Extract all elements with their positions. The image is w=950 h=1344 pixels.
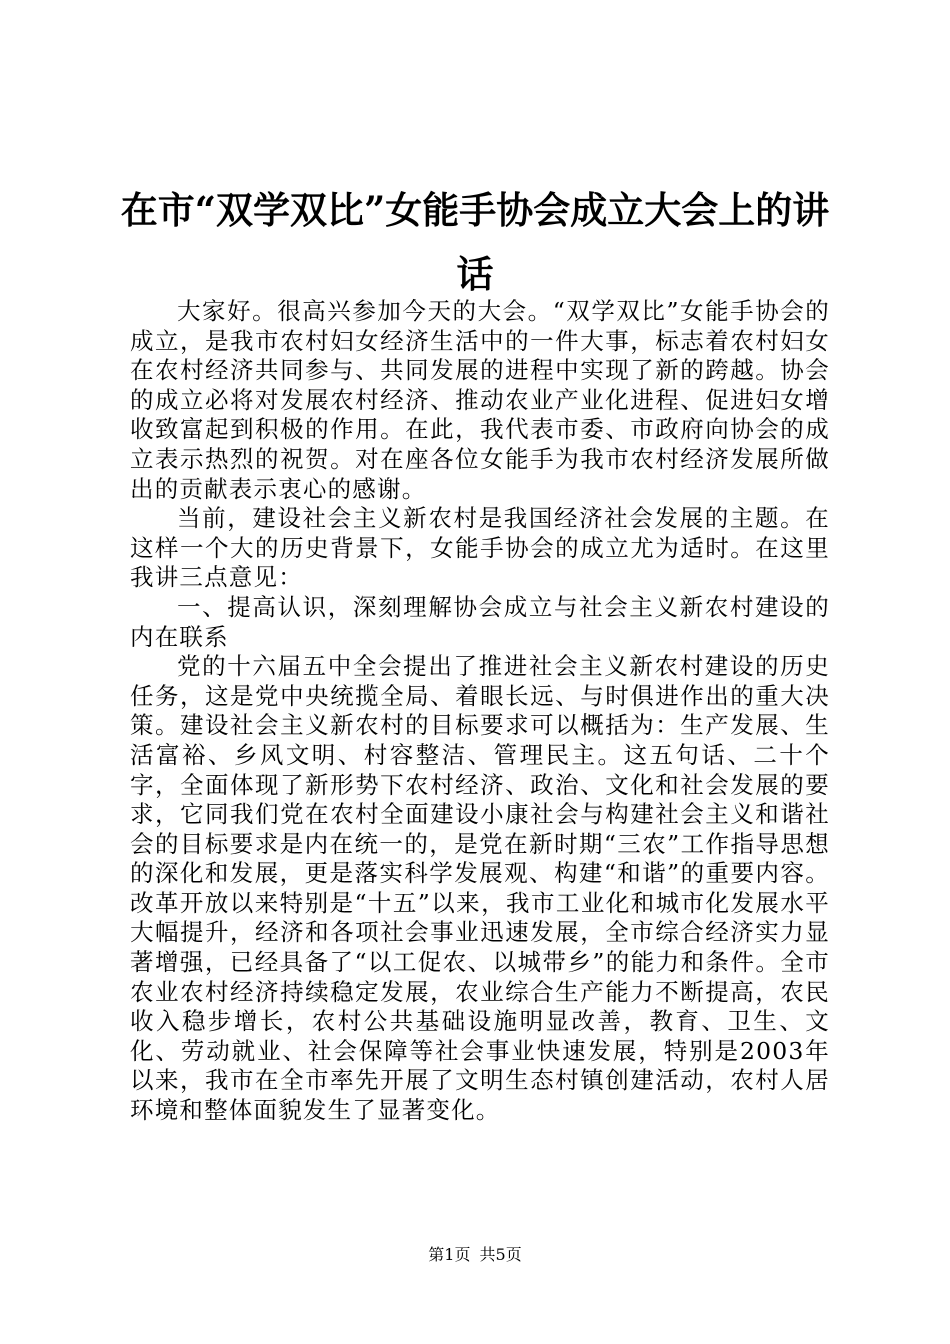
- document-body: [130, 297, 830, 1126]
- section-heading-1: 一、提高认识，深刻理解协会成立与社会主义新农村建设的内在联系: [130, 592, 830, 651]
- paragraph-section-1: 党的十六届五中全会提出了推进社会主义新农村建设的历史任务，这是党中央统揽全局、着眼长远、与时俱进作出的重大决策。建设社会主义新农村的目标要求可以概括为：生产发展、生活富裕、乡风文明、村容整洁、管理民主。这五句话、二十个字，全面体现了新形势下农村经济、政治、文化和社会发展的要求，它同我们党在农村全面建设小康社会与构建社会主义和谐社会的目标要求是内在统一的，是党在新时期“三农”工作指导思想的深化和发展，更是落实科学发展观、构建“和谐”的重要内容。改革开放以来特别是“十五”以来，我市工业化和城市化发展水平大幅提升，经济和各项社会事业迅速发展，全市综合经济实力显著增强，已经具备了“以工促农、以城带乡”的能力和条件。全市农业农村经济持续稳定发展，农业综合生产能力不断提高，农民收入稳步增长，农村公共基础设施明显改善，教育、卫生、文化、劳动就业、社会保障等社会事业快速发展，特别是2003年以来，我市在全市率先开展了文明生态村镇创建活动，农村人居环境和整体面貌发生了显著变化。: [130, 652, 830, 1125]
- paragraph-intro: 当前，建设社会主义新农村是我国经济社会发展的主题。在这样一个大的历史背景下，女能手协会的成立尤为适时。在这里我讲三点意见：: [130, 504, 830, 592]
- paragraph-greeting: 大家好。很高兴参加今天的大会。“双学双比”女能手协会的成立，是我市农村妇女经济生活中的一件大事，标志着农村妇女在农村经济共同参与、共同发展的进程中实现了新的跨越。协会的成立必将对发展农村经济、推动农业产业化进程、促进妇女增收致富起到积极的作用。在此，我代表市委、市政府向协会的成立表示热烈的祝贺。对在座各位女能手为我市农村经济发展所做出的贡献表示衷心的感谢。: [130, 297, 830, 503]
- document-title: 在市“双学双比”女能手协会成立大会上的讲话: [120, 188, 830, 296]
- page-footer: [0, 1245, 950, 1265]
- page-number: 第1页: [428, 1245, 471, 1264]
- page-total: 共5页: [479, 1245, 522, 1264]
